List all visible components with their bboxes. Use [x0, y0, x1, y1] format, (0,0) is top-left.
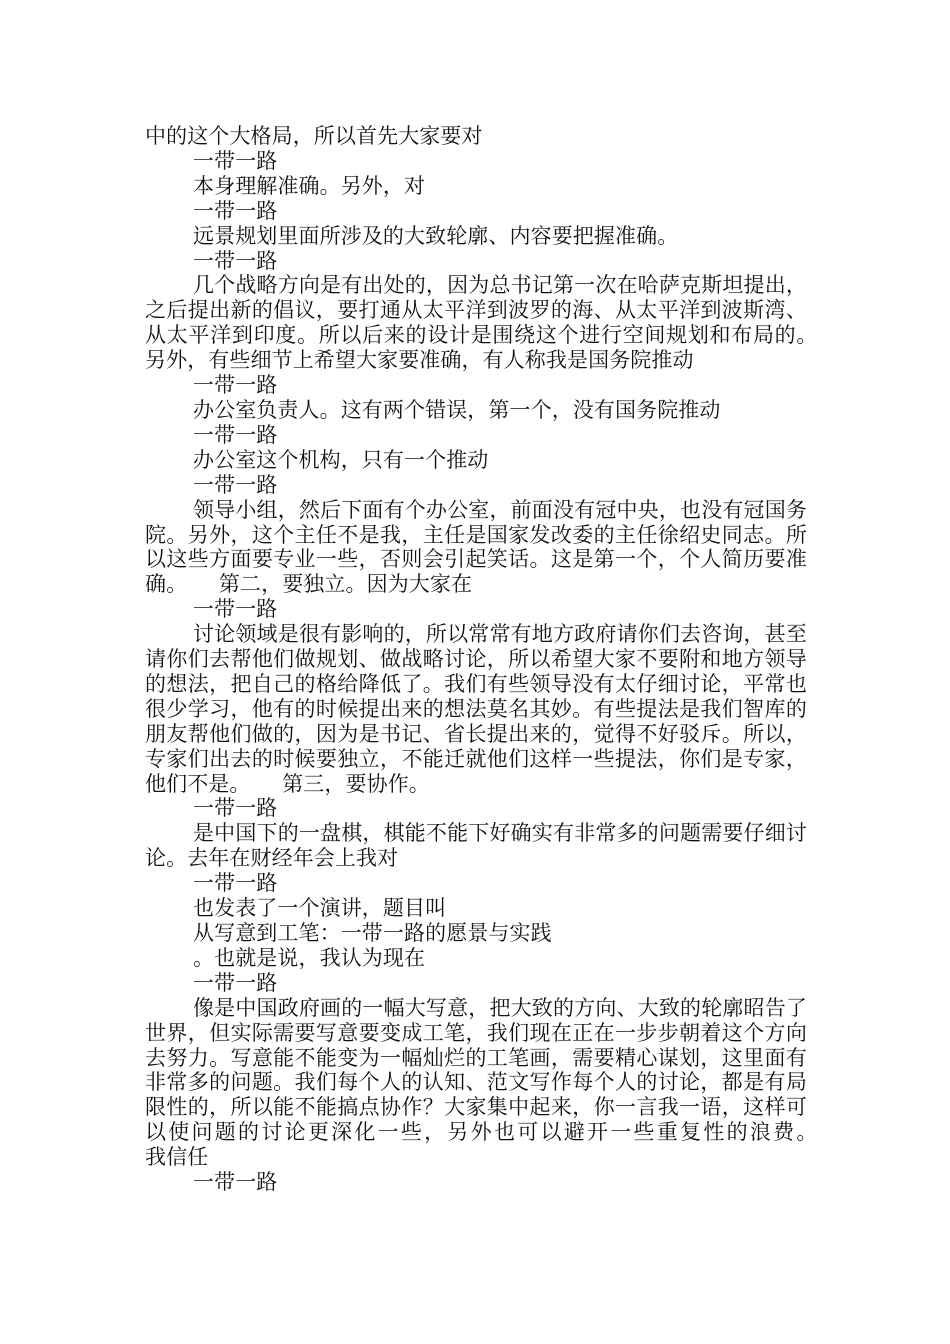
paragraph: 讨论领域是很有影响的，所以常常有地方政府请你们去咨询，甚至请你们去帮他们做规划、做战略讨论，所以希望大家不要附和地方领导的想法，把自己的格给降低了。我们有些领导没有太仔细讨论，平常也很少学习，他有的时候提出来的想法莫名其妙。有些提法是我们智库的朋友帮他们做的，因为是书记、省长提出来的，觉得不好驳斥。所以，专家们出去的时候要独立，不能迁就他们这样一些提法，你们是专家，他们不是。 第三，要协作。	[145, 622, 807, 796]
paragraph: 办公室这个机构，只有一个推动	[193, 447, 489, 472]
paragraph: 中的这个大格局，所以首先大家要对	[145, 124, 483, 148]
paragraph: 一带一路	[193, 472, 278, 497]
paragraph: 一带一路	[193, 422, 278, 447]
paragraph: 一带一路	[193, 796, 278, 821]
paragraph: 一带一路	[193, 198, 278, 223]
paragraph: 一带一路	[193, 248, 278, 273]
paragraph: 办公室负责人。这有两个错误，第一个，没有国务院推动	[193, 397, 721, 422]
paragraph: 一带一路	[193, 148, 278, 173]
paragraph: 。也就是说，我认为现在	[193, 945, 426, 970]
paragraph: 本身理解准确。另外，对	[193, 173, 426, 198]
paragraph: 是中国下的一盘棋，棋能不能下好确实有非常多的问题需要仔细讨论。去年在财经年会上我对	[145, 821, 807, 871]
paragraph: 像是中国政府画的一幅大写意，把大致的方向、大致的轮廓昭告了世界，但实际需要写意要变成工笔，我们现在正在一步步朝着这个方向去努力。写意能不能变为一幅灿烂的工笔画，需要精心谋划，这里面有非常多的问题。我们每个人的认知、范文写作每个人的讨论，都是有局限性的，所以能不能搞点协作？大家集中起来，你一言我一语，这样可以使问题的讨论更深化一些，另外也可以避开一些重复性的浪费。 我信任	[145, 995, 850, 1170]
paragraph: 一带一路	[193, 373, 278, 398]
paragraph: 几个战略方向是有出处的，因为总书记第一次在哈萨克斯坦提出，之后提出新的倡议，要打通从太平洋到波罗的海、从太平洋到波斯湾、从太平洋到印度。所以后来的设计是围绕这个进行空间规划和布局的。 另外，有些细节上希望大家要准确，有人称我是国务院推动	[145, 273, 850, 373]
paragraph: 一带一路	[193, 1170, 278, 1195]
paragraph: 一带一路	[193, 597, 278, 622]
paragraph: 一带一路	[193, 970, 278, 995]
paragraph: 远景规划里面所涉及的大致轮廓、内容要把握准确。	[193, 223, 679, 248]
paragraph: 也发表了一个演讲，题目叫	[193, 896, 447, 921]
document-body	[145, 124, 850, 1195]
paragraph: 一带一路	[193, 871, 278, 896]
paragraph: 从写意到工笔：一带一路的愿景与实践	[193, 921, 552, 945]
paragraph: 领导小组，然后下面有个办公室，前面没有冠中央，也没有冠国务院。另外，这个主任不是我，主任是国家发改委的主任徐绍史同志。所以这些方面要专业一些，否则会引起笑话。这是第一个，个人简历要准确。 第二，要独立。因为大家在	[145, 497, 807, 597]
